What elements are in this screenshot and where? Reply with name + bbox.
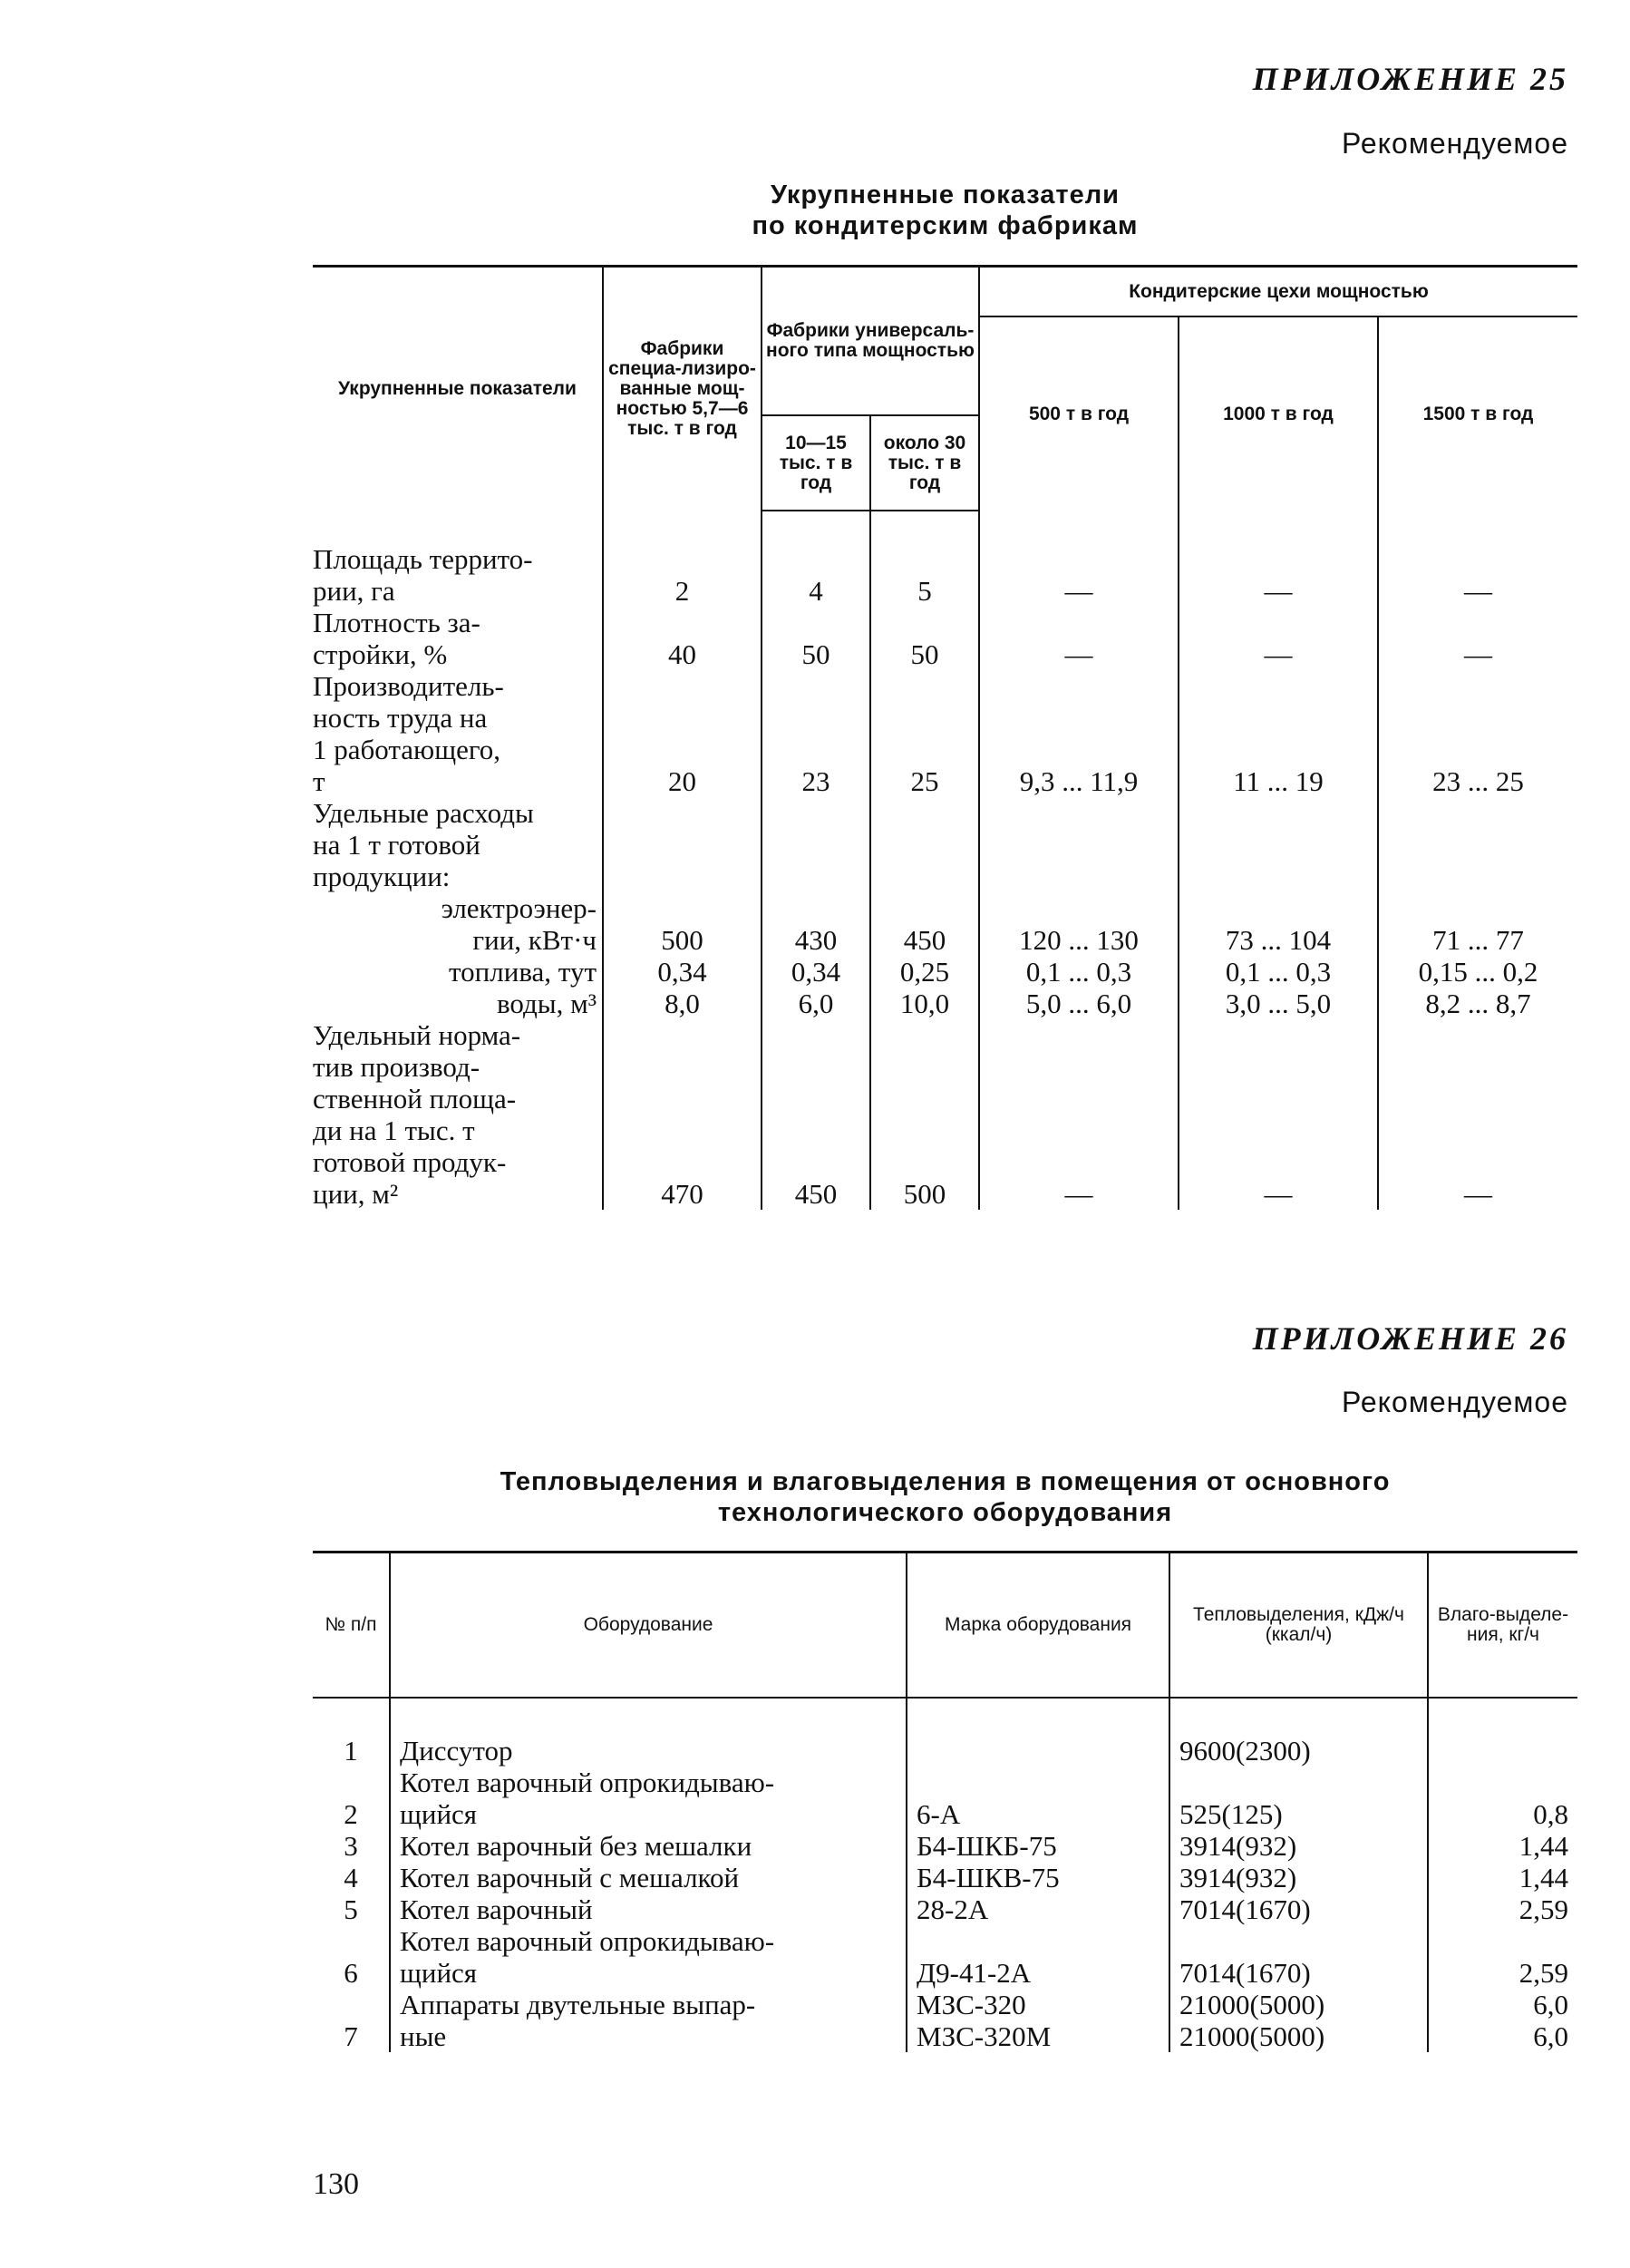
cell-num: 5 bbox=[344, 1893, 358, 1925]
table-cell: — bbox=[1378, 607, 1577, 670]
cell-num: 3 bbox=[344, 1830, 358, 1862]
table-cell: 6,0 bbox=[762, 988, 870, 1019]
table-cell: 9,3 ... 11,9 bbox=[979, 670, 1179, 797]
cell-model: Б4-ШКБ-75 bbox=[907, 1830, 1169, 1862]
cell-moisture: 6,0 6,0 bbox=[1428, 1989, 1577, 2052]
header-num: № п/п bbox=[313, 1553, 390, 1699]
table-1 bbox=[313, 265, 1577, 1210]
table-cell: 8,2 ... 8,7 bbox=[1378, 988, 1577, 1019]
cell-moisture: 0,8 bbox=[1428, 1767, 1577, 1830]
cell-moisture: 2,59 bbox=[1428, 1893, 1577, 1925]
table-cell bbox=[979, 797, 1179, 892]
cell-heat: 9600(2300) bbox=[1169, 1698, 1428, 1767]
table-row bbox=[313, 1989, 1577, 2052]
cell-model: Б4-ШКВ-75 bbox=[907, 1862, 1169, 1893]
table-1-title-line-2: по кондитерским фабрикам bbox=[752, 211, 1139, 240]
header-shops: Кондитерские цехи мощностью bbox=[979, 267, 1577, 317]
cell-equipment: Котел варочный без мешалки bbox=[390, 1830, 907, 1862]
table-cell: 0,1 ... 0,3 bbox=[979, 956, 1179, 988]
header-shop-1000: 1000 т в год bbox=[1179, 316, 1378, 511]
appendix-25-status: Рекомендуемое bbox=[1341, 127, 1568, 160]
table-cell: 450 bbox=[870, 892, 979, 956]
cell-model: МЗС-320 МЗС-320М bbox=[907, 1989, 1169, 2052]
table-cell: — bbox=[979, 607, 1179, 670]
table-row bbox=[313, 1019, 1577, 1210]
cell-num: 6 bbox=[344, 1957, 358, 1989]
table-row bbox=[313, 1698, 1577, 1767]
cell-heat: 3914(932) bbox=[1169, 1862, 1428, 1893]
table-cell: 500 bbox=[603, 892, 762, 956]
table-cell: 500 bbox=[870, 1019, 979, 1210]
header-heat: Тепловыделения, кДж/ч (ккал/ч) bbox=[1169, 1553, 1428, 1699]
header-shop-1500: 1500 т в год bbox=[1378, 316, 1577, 511]
table-cell: 11 ... 19 bbox=[1179, 670, 1378, 797]
table-cell: — bbox=[1179, 511, 1378, 607]
table-cell: 73 ... 104 bbox=[1179, 892, 1378, 956]
cell-heat: 7014(1670) bbox=[1169, 1893, 1428, 1925]
table-row bbox=[313, 607, 1577, 670]
row-label: Удельный норма- тив производ- ственной площа- ди на 1 тыс. т готовой продук- ции, м² bbox=[313, 1019, 521, 1210]
cell-equipment: Котел варочный опрокидываю- щийся bbox=[390, 1767, 907, 1830]
table-cell: 23 bbox=[762, 670, 870, 797]
header-specialized: Фабрики специа-лизиро-ванные мощ-ностью 5,7—6 тыс. т в год bbox=[603, 267, 762, 511]
cell-model bbox=[907, 1698, 1169, 1767]
row-label: электроэнер- гии, кВт·ч bbox=[441, 892, 597, 956]
table-row bbox=[313, 797, 1577, 892]
table-cell: 50 bbox=[762, 607, 870, 670]
header-univ-30: около 30 тыс. т в год bbox=[870, 415, 979, 511]
row-label: Производитель- ность труда на 1 работающего, т bbox=[313, 670, 504, 797]
cell-model: 28-2А bbox=[907, 1893, 1169, 1925]
table-row bbox=[313, 1893, 1577, 1925]
table-cell: 0,34 bbox=[762, 956, 870, 988]
header-univ-10-15: 10—15 тыс. т в год bbox=[762, 415, 870, 511]
table-cell bbox=[1378, 797, 1577, 892]
appendix-25-title: ПРИЛОЖЕНИЕ 25 bbox=[1252, 61, 1568, 97]
table-row bbox=[313, 1830, 1577, 1862]
table-row bbox=[313, 988, 1577, 1019]
cell-equipment: Котел варочный bbox=[390, 1893, 907, 1925]
header-equipment: Оборудование bbox=[390, 1553, 907, 1699]
table-cell: 0,25 bbox=[870, 956, 979, 988]
cell-num: 1 bbox=[344, 1735, 358, 1767]
row-label: Удельные расходы на 1 т готовой продукции: bbox=[313, 797, 534, 892]
table-cell: 0,15 ... 0,2 bbox=[1378, 956, 1577, 988]
header-indicator: Укрупненные показатели bbox=[313, 267, 603, 511]
table-cell bbox=[1179, 797, 1378, 892]
cell-heat: 525(125) bbox=[1169, 1767, 1428, 1830]
cell-model: Д9-41-2А bbox=[907, 1925, 1169, 1989]
table-row bbox=[313, 670, 1577, 797]
table-cell: 23 ... 25 bbox=[1378, 670, 1577, 797]
table-cell: 50 bbox=[870, 607, 979, 670]
table-cell: — bbox=[979, 511, 1179, 607]
table-cell: 10,0 bbox=[870, 988, 979, 1019]
table-2-title-line-1: Тепловыделения и влаговыделения в помещения от основного bbox=[500, 1467, 1391, 1496]
table-2 bbox=[313, 1551, 1577, 2052]
cell-heat: 3914(932) bbox=[1169, 1830, 1428, 1862]
cell-equipment: Аппараты двутельные выпар- ные bbox=[390, 1989, 907, 2052]
table-1-title-line-1: Укрупненные показатели bbox=[770, 180, 1121, 209]
table-cell: 5 bbox=[870, 511, 979, 607]
table-1-title bbox=[313, 180, 1577, 241]
cell-num: 2 bbox=[344, 1798, 358, 1830]
table-cell: 0,34 bbox=[603, 956, 762, 988]
table-2-title-line-2: технологического оборудования bbox=[717, 1498, 1173, 1527]
table-row bbox=[313, 892, 1577, 956]
cell-model: 6-А bbox=[907, 1767, 1169, 1830]
table-cell: 470 bbox=[603, 1019, 762, 1210]
page-number: 130 bbox=[313, 2167, 359, 2201]
table-cell: 5,0 ... 6,0 bbox=[979, 988, 1179, 1019]
header-shop-500: 500 т в год bbox=[979, 316, 1179, 511]
table-cell: 4 bbox=[762, 511, 870, 607]
cell-equipment: Котел варочный с мешалкой bbox=[390, 1862, 907, 1893]
row-label: воды, м³ bbox=[496, 988, 597, 1019]
table-cell: 450 bbox=[762, 1019, 870, 1210]
table-cell: 25 bbox=[870, 670, 979, 797]
appendix-26-title: ПРИЛОЖЕНИЕ 26 bbox=[1252, 1320, 1568, 1357]
table-row bbox=[313, 511, 1577, 607]
table-cell: 71 ... 77 bbox=[1378, 892, 1577, 956]
header-model: Марка оборудования bbox=[907, 1553, 1169, 1699]
cell-equipment: Диссутор bbox=[390, 1698, 907, 1767]
cell-num: 7 bbox=[344, 2020, 358, 2052]
table-cell bbox=[762, 797, 870, 892]
cell-equipment: Котел варочный опрокидываю- щийся bbox=[390, 1925, 907, 1989]
table-cell: 430 bbox=[762, 892, 870, 956]
table-cell: — bbox=[1378, 511, 1577, 607]
table-row bbox=[313, 956, 1577, 988]
table-cell: 8,0 bbox=[603, 988, 762, 1019]
table-2-title bbox=[313, 1466, 1577, 1528]
table-cell: — bbox=[1179, 1019, 1378, 1210]
table-cell: 40 bbox=[603, 607, 762, 670]
header-moisture: Влаго-выделе-ния, кг/ч bbox=[1428, 1553, 1577, 1699]
cell-moisture: 2,59 bbox=[1428, 1925, 1577, 1989]
cell-num: 4 bbox=[344, 1862, 358, 1893]
table-cell: 3,0 ... 5,0 bbox=[1179, 988, 1378, 1019]
table-cell: 0,1 ... 0,3 bbox=[1179, 956, 1378, 988]
cell-heat: 7014(1670) bbox=[1169, 1925, 1428, 1989]
table-cell: 20 bbox=[603, 670, 762, 797]
table-row bbox=[313, 1925, 1577, 1989]
appendix-26-status: Рекомендуемое bbox=[1341, 1386, 1568, 1418]
row-label: Плотность за- стройки, % bbox=[313, 607, 480, 670]
table-cell: — bbox=[1378, 1019, 1577, 1210]
table-cell: — bbox=[979, 1019, 1179, 1210]
cell-heat: 21000(5000) 21000(5000) bbox=[1169, 1989, 1428, 2052]
table-cell bbox=[603, 797, 762, 892]
cell-moisture: 1,44 bbox=[1428, 1862, 1577, 1893]
table-cell: 120 ... 130 bbox=[979, 892, 1179, 956]
table-cell: 2 bbox=[603, 511, 762, 607]
row-label: топлива, тут bbox=[449, 956, 597, 988]
cell-moisture bbox=[1428, 1698, 1577, 1767]
table-row bbox=[313, 1862, 1577, 1893]
table-row bbox=[313, 1767, 1577, 1830]
table-cell bbox=[870, 797, 979, 892]
row-label: Площадь террито- рии, га bbox=[313, 543, 533, 607]
table-cell: — bbox=[1179, 607, 1378, 670]
header-universal: Фабрики универсаль-ного типа мощностью bbox=[762, 267, 979, 416]
cell-moisture: 1,44 bbox=[1428, 1830, 1577, 1862]
